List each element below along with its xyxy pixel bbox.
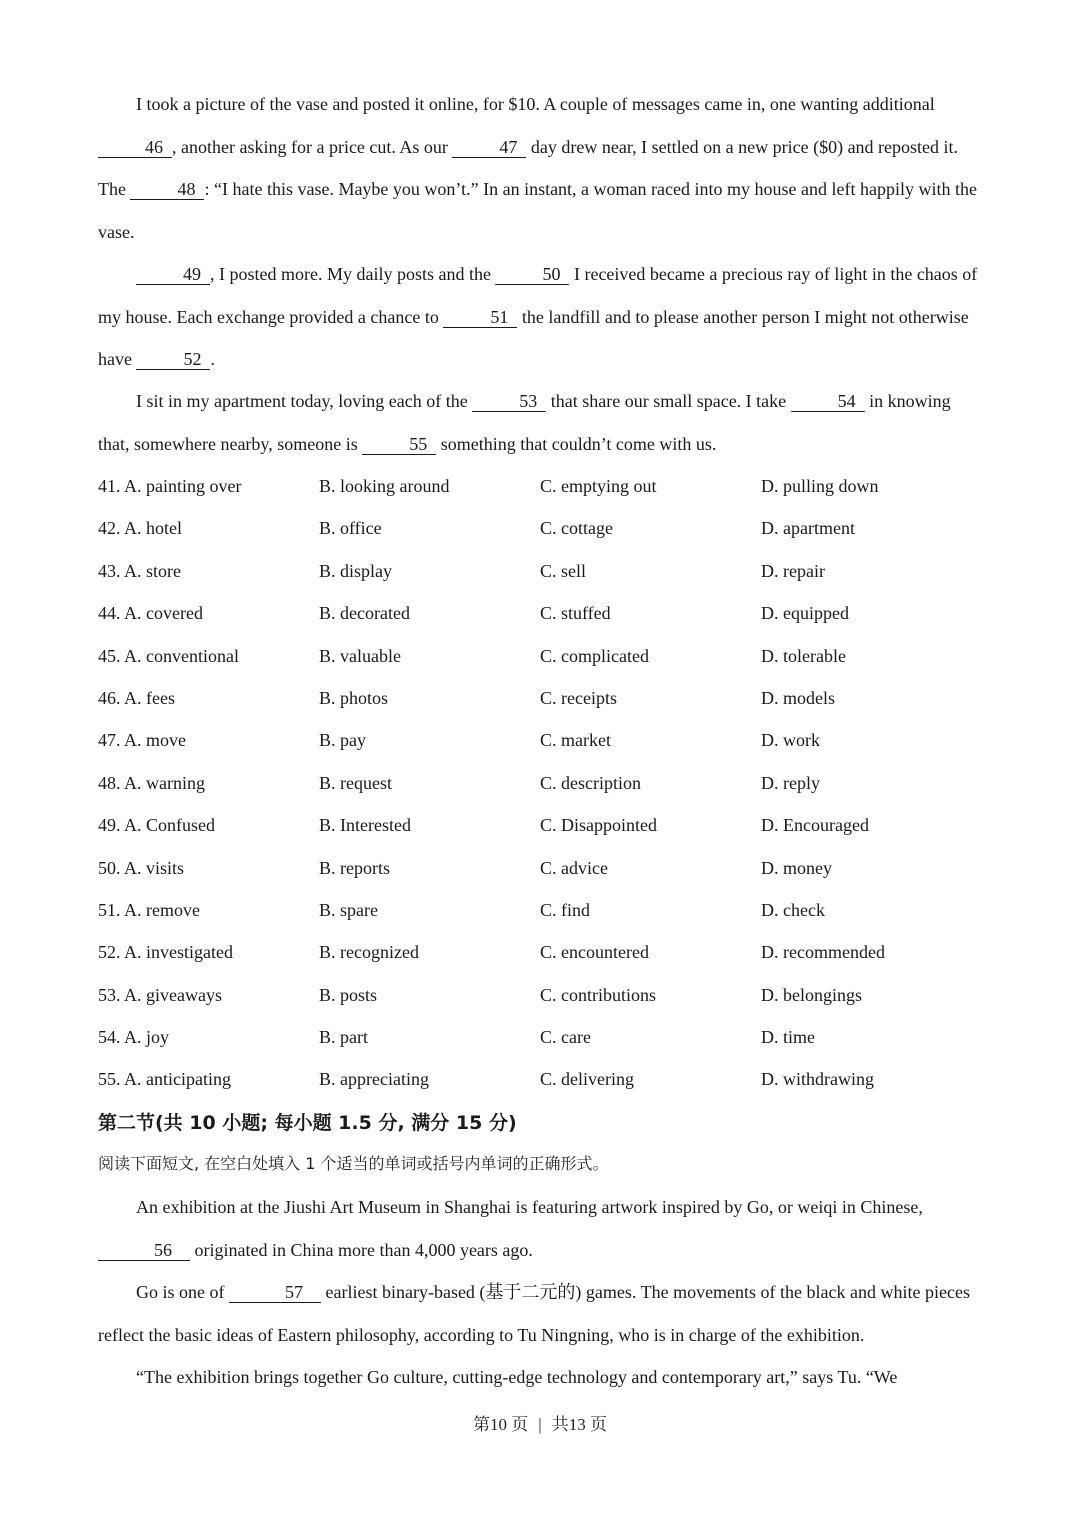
option-d: D. Encouraged [761,815,869,836]
blank-53: 53 [472,391,546,412]
page-number: 第10 页 [473,1415,529,1434]
option-c: C. receipts [540,687,617,708]
option-d: D. time [761,1027,815,1048]
text-segment: Go is one of [136,1282,229,1302]
text-segment: , I posted more. My daily posts and the [210,264,496,284]
option-d: D. belongings [761,984,862,1005]
option-d: D. repair [761,560,825,581]
option-d: D. withdrawing [761,1069,874,1090]
blank-46: 46 [98,137,172,158]
option-a: 47. A. move [98,730,186,751]
footer-separator: | [538,1415,542,1434]
section-heading: 第二节(共 10 小题; 每小题 1.5 分, 满分 15 分) [98,1112,517,1134]
option-b: B. pay [319,730,366,751]
option-c: C. advice [540,857,608,878]
answer-options [98,465,983,1101]
option-a: 53. A. giveaways [98,984,222,1005]
blank-50: 50 [495,264,569,285]
blank-56: 56 [98,1240,190,1261]
text-segment: An exhibition at the Jiushi Art Museum in Shanghai is featuring artwork inspired by Go, or weiqi in Chinese, [136,1197,923,1217]
option-a: 50. A. visits [98,857,185,878]
option-b: B. valuable [319,645,401,666]
option-row-54 [98,1016,983,1058]
page-total: 共13 页 [551,1415,607,1434]
passage2-paragraph-1 [98,1186,983,1271]
option-c: C. Disappointed [540,815,657,836]
text-segment: earliest binary-based (基于二元的) games. The movements of the black and white pieces reflect the basic ideas of Eastern philosophy, according to Tu Ningning, who is in charge of the exhibition. [98,1282,970,1345]
option-d: D. pulling down [761,476,879,496]
option-a: 48. A. warning [98,772,205,793]
text-segment: I took a picture of the vase and posted it online, for $10. A couple of messages came in, one wanting additional [136,94,935,114]
blank-47: 47 [452,137,526,158]
passage-paragraph-3 [98,380,983,465]
option-b: B. display [319,560,393,581]
text-segment: I sit in my apartment today, loving each of the [136,391,473,411]
option-a: 49. A. Confused [98,815,215,836]
option-b: B. part [319,1027,368,1048]
option-a: 51. A. remove [98,899,200,920]
option-row-53 [98,974,983,1016]
blank-57: 57 [229,1282,321,1303]
passage-paragraph-1 [98,83,983,253]
option-c: C. stuffed [540,603,611,624]
blank-52: 52 [136,349,210,370]
option-b: B. looking around [319,476,450,496]
option-d: D. equipped [761,603,849,624]
passage-paragraph-2 [98,253,983,381]
text-segment: originated in China more than 4,000 years ago. [190,1239,533,1260]
blank-54: 54 [791,391,865,412]
text-segment: in knowing that, somewhere nearby, someone is [98,391,951,454]
text-segment: something that couldn’t come with us. [436,433,717,454]
text-segment: day drew near, I settled on a new price ($0) and reposted it. The [98,136,959,199]
option-b: B. photos [319,687,389,708]
option-c: C. cottage [540,518,613,539]
option-row-51 [98,889,983,931]
option-c: C. sell [540,560,587,581]
option-a: 55. A. anticipating [98,1069,231,1090]
option-c: C. care [540,1027,591,1048]
option-row-46 [98,677,983,719]
option-d: D. recommended [761,942,885,963]
option-b: B. Interested [319,815,411,836]
option-row-48 [98,762,983,804]
option-row-49 [98,804,983,846]
option-c: C. find [540,899,591,920]
blank-51: 51 [443,307,517,328]
option-a: 54. A. joy [98,1027,170,1048]
option-d: D. models [761,687,835,708]
section-instruction: 阅读下面短文, 在空白处填入 1 个适当的单词或括号内单词的正确形式。 [98,1154,609,1173]
option-b: B. posts [319,984,378,1005]
option-a: 44. A. covered [98,603,203,624]
option-a: 46. A. fees [98,687,175,708]
option-row-52 [98,931,983,973]
text-segment: . [210,349,215,369]
option-row-50 [98,847,983,889]
text-segment: that share our small space. I take [546,391,791,411]
option-row-43 [98,550,983,592]
blank-55: 55 [362,434,436,455]
option-c: C. contributions [540,984,656,1005]
option-c: C. delivering [540,1069,634,1090]
option-a: 52. A. investigated [98,942,233,963]
option-a: 42. A. hotel [98,518,182,539]
option-row-45 [98,635,983,677]
option-row-41 [98,465,983,507]
option-row-42 [98,507,983,549]
option-b: B. spare [319,899,378,920]
option-c: C. market [540,730,611,751]
option-b: B. office [319,518,382,539]
option-a: 45. A. conventional [98,645,239,666]
option-a: 41. A. painting over [98,476,242,496]
blank-49: 49 [136,264,210,285]
option-a: 43. A. store [98,560,181,581]
text-segment: “The exhibition brings together Go culture, cutting-edge technology and contemporary art,” says Tu. “We [136,1367,898,1387]
option-c: C. complicated [540,645,649,666]
passage2-paragraph-3 [98,1356,983,1399]
text-segment: , another asking for a price cut. As our [172,136,453,157]
option-b: B. appreciating [319,1069,429,1090]
page-footer [0,1410,1080,1440]
option-d: D. check [761,899,825,920]
option-c: C. emptying out [540,476,657,496]
option-d: D. apartment [761,518,855,539]
text-segment: I received became a precious ray of light in the chaos of my house. Each exchange provided a chance to [98,264,978,327]
blank-48: 48 [130,179,204,200]
option-c: C. encountered [540,942,649,963]
text-segment: the landfill and to please another person I might not otherwise have [98,306,969,369]
option-d: D. reply [761,772,820,793]
option-row-44 [98,592,983,634]
option-b: B. reports [319,857,390,878]
option-d: D. tolerable [761,645,846,666]
option-b: B. recognized [319,942,419,963]
option-row-47 [98,719,983,761]
option-b: B. decorated [319,603,410,624]
option-b: B. request [319,772,392,793]
option-d: D. work [761,730,820,751]
text-segment: : “I hate this vase. Maybe you won’t.” In an instant, a woman raced into my house and left happily with the vase. [98,179,977,242]
passage2-paragraph-2 [98,1271,983,1356]
option-d: D. money [761,857,832,878]
option-c: C. description [540,772,641,793]
option-row-55 [98,1058,983,1100]
